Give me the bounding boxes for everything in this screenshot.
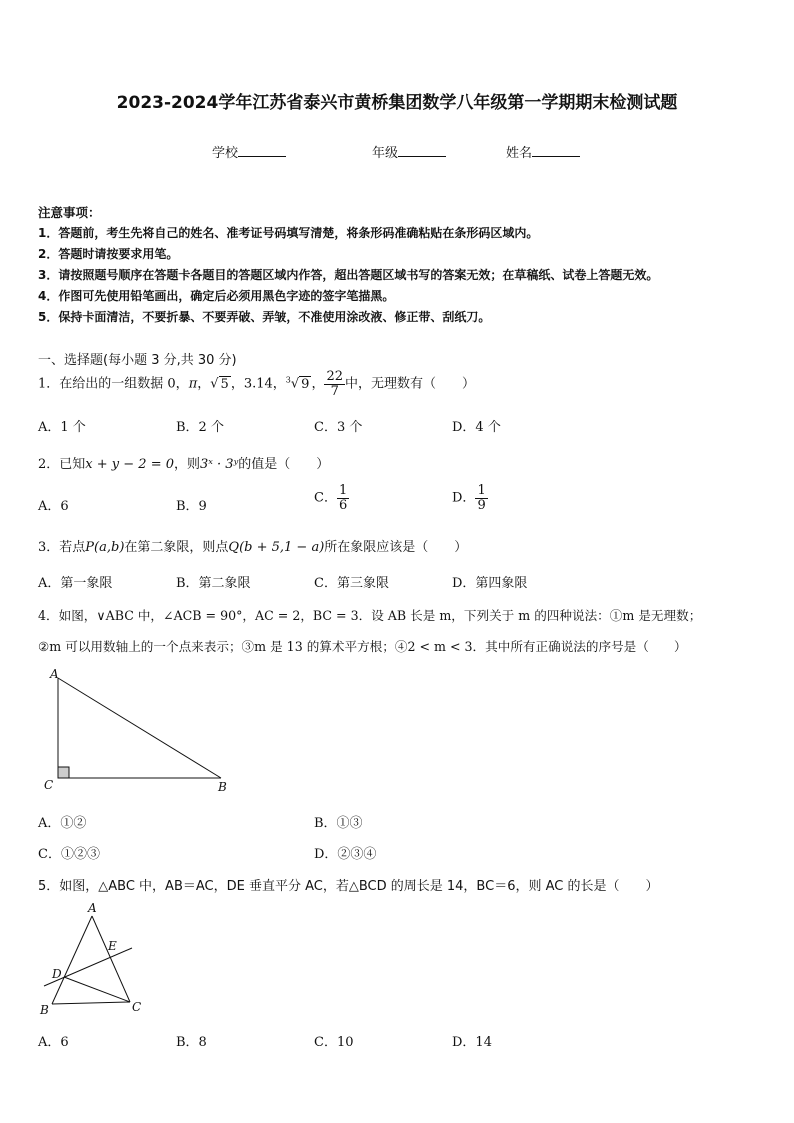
fraction: $\frac{1}{9}$: [477, 483, 486, 513]
question-text: 中，无理数有（ ）: [345, 376, 476, 392]
question-4-line-1: 4．如图，∨ABC 中，∠ACB = 90°，AC = 2，BC = 3．设 AB 长是 m，下列关于 m 的四种说法：①m 是无理数；: [38, 608, 702, 623]
side-ac: [92, 916, 130, 1002]
name-field: [506, 142, 580, 161]
label-c: C: [44, 778, 54, 792]
option-c[interactable]: C．①②③: [38, 847, 100, 862]
label-a: A: [88, 901, 97, 915]
option-b[interactable]: B．9: [176, 499, 207, 514]
question-text: 在给出的一组数据 0，: [59, 376, 189, 392]
fraction: $\frac{1}{6}$: [338, 483, 348, 513]
label-c: C: [132, 1000, 142, 1014]
option-b[interactable]: B．①③: [314, 816, 363, 831]
option-a[interactable]: A．6: [38, 1035, 69, 1050]
question-3: 3．若点P(a,b)在第二象限，则点Q(b + 5,1 − a)所在象限应该是（ ）: [38, 540, 468, 555]
option-c[interactable]: C．第三象限: [314, 576, 389, 591]
fraction: $\frac{22}{7}$: [326, 369, 344, 399]
option-c[interactable]: C．10: [314, 1035, 354, 1050]
side-ab: [58, 678, 221, 778]
grade-blank[interactable]: [398, 144, 446, 157]
question-4-line-2: ②m 可以用数轴上的一个点来表示；③m 是 13 的算术平方根；④2 < m < 3．其中所有正确说法的序号是（ ）: [38, 639, 687, 654]
triangle-figure-q5: [36, 900, 146, 1020]
grade-field: [372, 142, 446, 161]
option-d[interactable]: D．第四象限: [452, 576, 528, 591]
notes-heading: 注意事项：: [38, 205, 101, 220]
math-point-q: Q(b + 5,1 − a): [228, 540, 325, 555]
label-b: B: [218, 780, 227, 794]
label-d: D: [52, 967, 62, 981]
side-ab: [52, 916, 92, 1004]
option-d[interactable]: D．4 个: [452, 420, 501, 435]
note-item: 4．作图可先使用铅笔画出，确定后必须用黑色字迹的签字笔描黑。: [38, 289, 395, 303]
radicand: 5: [220, 376, 229, 392]
label-e: E: [108, 939, 117, 953]
option-a[interactable]: A．6: [38, 499, 69, 514]
section-heading: 一、选择题(每小题 3 分,共 30 分): [38, 353, 237, 368]
option-a[interactable]: A．第一象限: [38, 576, 113, 591]
math-pi: π: [188, 376, 198, 392]
question-1: 1．在给出的一组数据 0，π，√ 5 ，3.14，$^3$√ 9 ， $\frac{22}{7}$ 中，无理数有（ ）: [38, 369, 476, 399]
school-label: 学校: [212, 146, 239, 161]
note-item: 2．答题时请按要求用笔。: [38, 247, 179, 261]
option-c[interactable]: C．3 个: [314, 420, 363, 435]
math-expression: 3ˣ · 3ʸ: [200, 457, 239, 472]
side-bc: [52, 1002, 130, 1004]
option-d[interactable]: D．②③④: [314, 847, 377, 862]
name-blank[interactable]: [532, 144, 580, 157]
option-b[interactable]: B．2 个: [176, 420, 224, 435]
exam-title: 2023-2024学年江苏省泰兴市黄桥集团数学八年级第一学期期末检测试题: [116, 93, 678, 113]
note-item: 3．请按照题号顺序在答题卡各题目的答题区域内作答，超出答题区域书写的答案无效；在草稿纸、试卷上答题无效。: [38, 268, 659, 282]
note-item: 1．答题前，考生先将自己的姓名、准考证号码填写清楚，将条形码准确粘贴在条形码区域内。: [38, 226, 539, 240]
math-equation: x + y − 2 = 0: [85, 457, 174, 472]
label-b: B: [40, 1003, 49, 1017]
radicand: 9: [301, 376, 310, 392]
option-a[interactable]: A．1 个: [38, 420, 86, 435]
option-b[interactable]: B．第二象限: [176, 576, 251, 591]
question-5: 5．如图，△ABC 中，AB＝AC，DE 垂直平分 AC，若△BCD 的周长是 14，BC＝6，则 AC 的长是（ ）: [38, 879, 659, 894]
option-c[interactable]: C． $\frac{1}{6}$: [314, 483, 348, 513]
school-blank[interactable]: [238, 144, 286, 157]
grade-label: 年级: [372, 146, 399, 161]
question-number: 2．: [38, 457, 60, 472]
label-a: A: [50, 667, 59, 681]
question-2: 2．已知x + y − 2 = 0，则3ˣ · 3ʸ的值是（ ）: [38, 457, 330, 472]
option-d[interactable]: D． $\frac{1}{9}$: [452, 483, 486, 513]
math-point-p: P(a,b): [85, 540, 125, 555]
name-label: 姓名: [506, 146, 533, 161]
school-field: [212, 142, 286, 161]
question-number: 1．: [38, 376, 60, 392]
note-item: 5．保持卡面清洁，不要折暴、不要弄破、弄皱，不准使用涂改液、修正带、刮纸刀。: [38, 310, 491, 324]
question-number: 3．: [38, 540, 60, 555]
triangle-figure-q4: [38, 664, 238, 796]
option-b[interactable]: B．8: [176, 1035, 207, 1050]
right-angle-mark: [58, 767, 69, 778]
option-d[interactable]: D．14: [452, 1035, 492, 1050]
option-a[interactable]: A．①②: [38, 816, 87, 831]
root-index: 3: [285, 375, 291, 385]
